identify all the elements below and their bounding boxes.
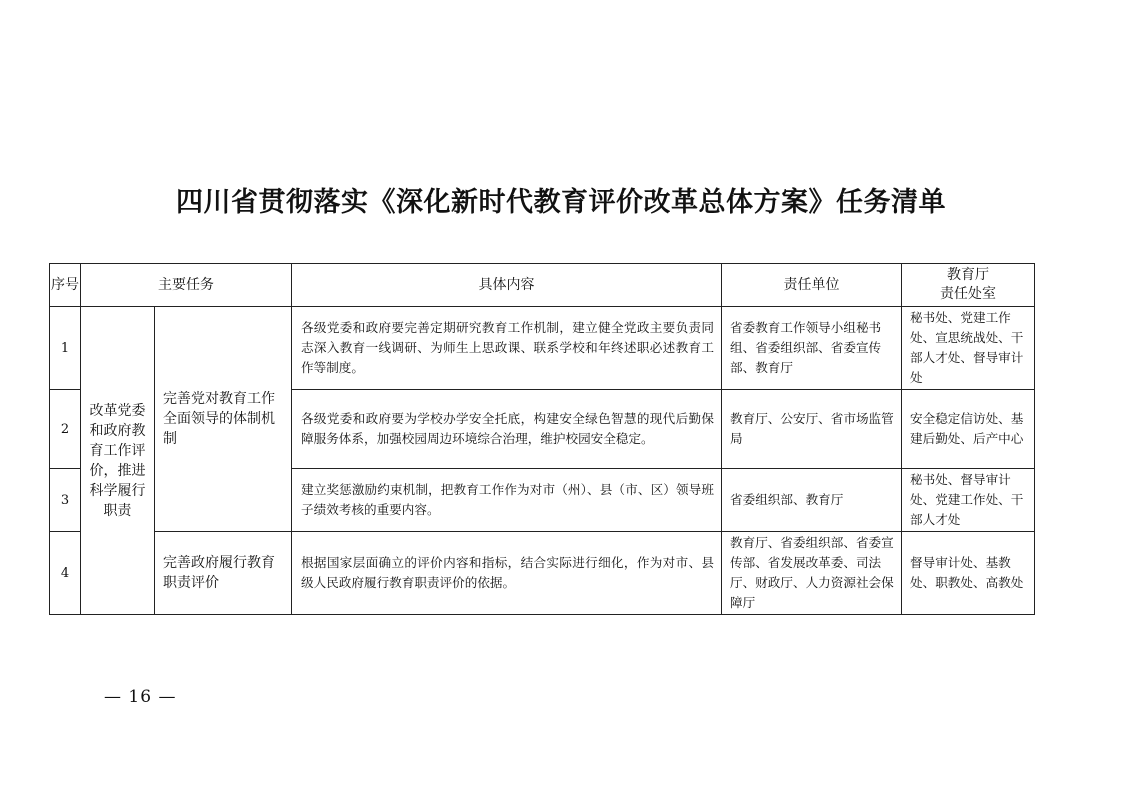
office-cell: 秘书处、督导审计处、党建工作处、干部人才处 <box>902 469 1035 532</box>
header-num: 序号 <box>50 264 81 307</box>
table-row <box>50 307 1035 390</box>
task-table <box>49 263 1035 615</box>
content-cell: 建立奖惩激励约束机制，把教育工作作为对市（州）、县（市、区）领导班子绩效考核的重要内容。 <box>292 469 722 532</box>
row-number: 2 <box>50 390 81 469</box>
content-cell: 根据国家层面确立的评价内容和指标，结合实际进行细化，作为对市、县级人民政府履行教育职责评价的依据。 <box>292 532 722 615</box>
row-number: 3 <box>50 469 81 532</box>
sub-task-cell: 完善政府履行教育职责评价 <box>155 532 292 615</box>
row-number: 4 <box>50 532 81 615</box>
header-content: 具体内容 <box>292 264 722 307</box>
header-office: 教育厅 责任处室 <box>902 264 1035 307</box>
unit-cell: 教育厅、公安厅、省市场监管局 <box>722 390 902 469</box>
unit-cell: 教育厅、省委组织部、省委宣传部、省发展改革委、司法厅、财政厅、人力资源社会保障厅 <box>722 532 902 615</box>
header-row <box>50 264 1035 307</box>
content-cell: 各级党委和政府要完善定期研究教育工作机制，建立健全党政主要负责同志深入教育一线调研、为师生上思政课、联系学校和年终述职必述教育工作等制度。 <box>292 307 722 390</box>
header-main-task: 主要任务 <box>81 264 292 307</box>
sub-task-cell: 完善党对教育工作全面领导的体制机制 <box>155 307 292 532</box>
office-cell: 秘书处、党建工作处、宣思统战处、干部人才处、督导审计处 <box>902 307 1035 390</box>
table-row <box>50 532 1035 615</box>
page-title: 四川省贯彻落实《深化新时代教育评价改革总体方案》任务清单 <box>176 187 946 218</box>
office-cell: 督导审计处、基教处、职教处、高教处 <box>902 532 1035 615</box>
header-unit: 责任单位 <box>722 264 902 307</box>
main-task-cell: 改革党委和政府教育工作评价，推进科学履行职责 <box>81 307 155 615</box>
page-number: — 16 — <box>104 687 177 707</box>
office-cell: 安全稳定信访处、基建后勤处、后产中心 <box>902 390 1035 469</box>
row-number: 1 <box>50 307 81 390</box>
unit-cell: 省委组织部、教育厅 <box>722 469 902 532</box>
unit-cell: 省委教育工作领导小组秘书组、省委组织部、省委宣传部、教育厅 <box>722 307 902 390</box>
content-cell: 各级党委和政府要为学校办学安全托底，构建安全绿色智慧的现代后勤保障服务体系，加强校园周边环境综合治理，维护校园安全稳定。 <box>292 390 722 469</box>
